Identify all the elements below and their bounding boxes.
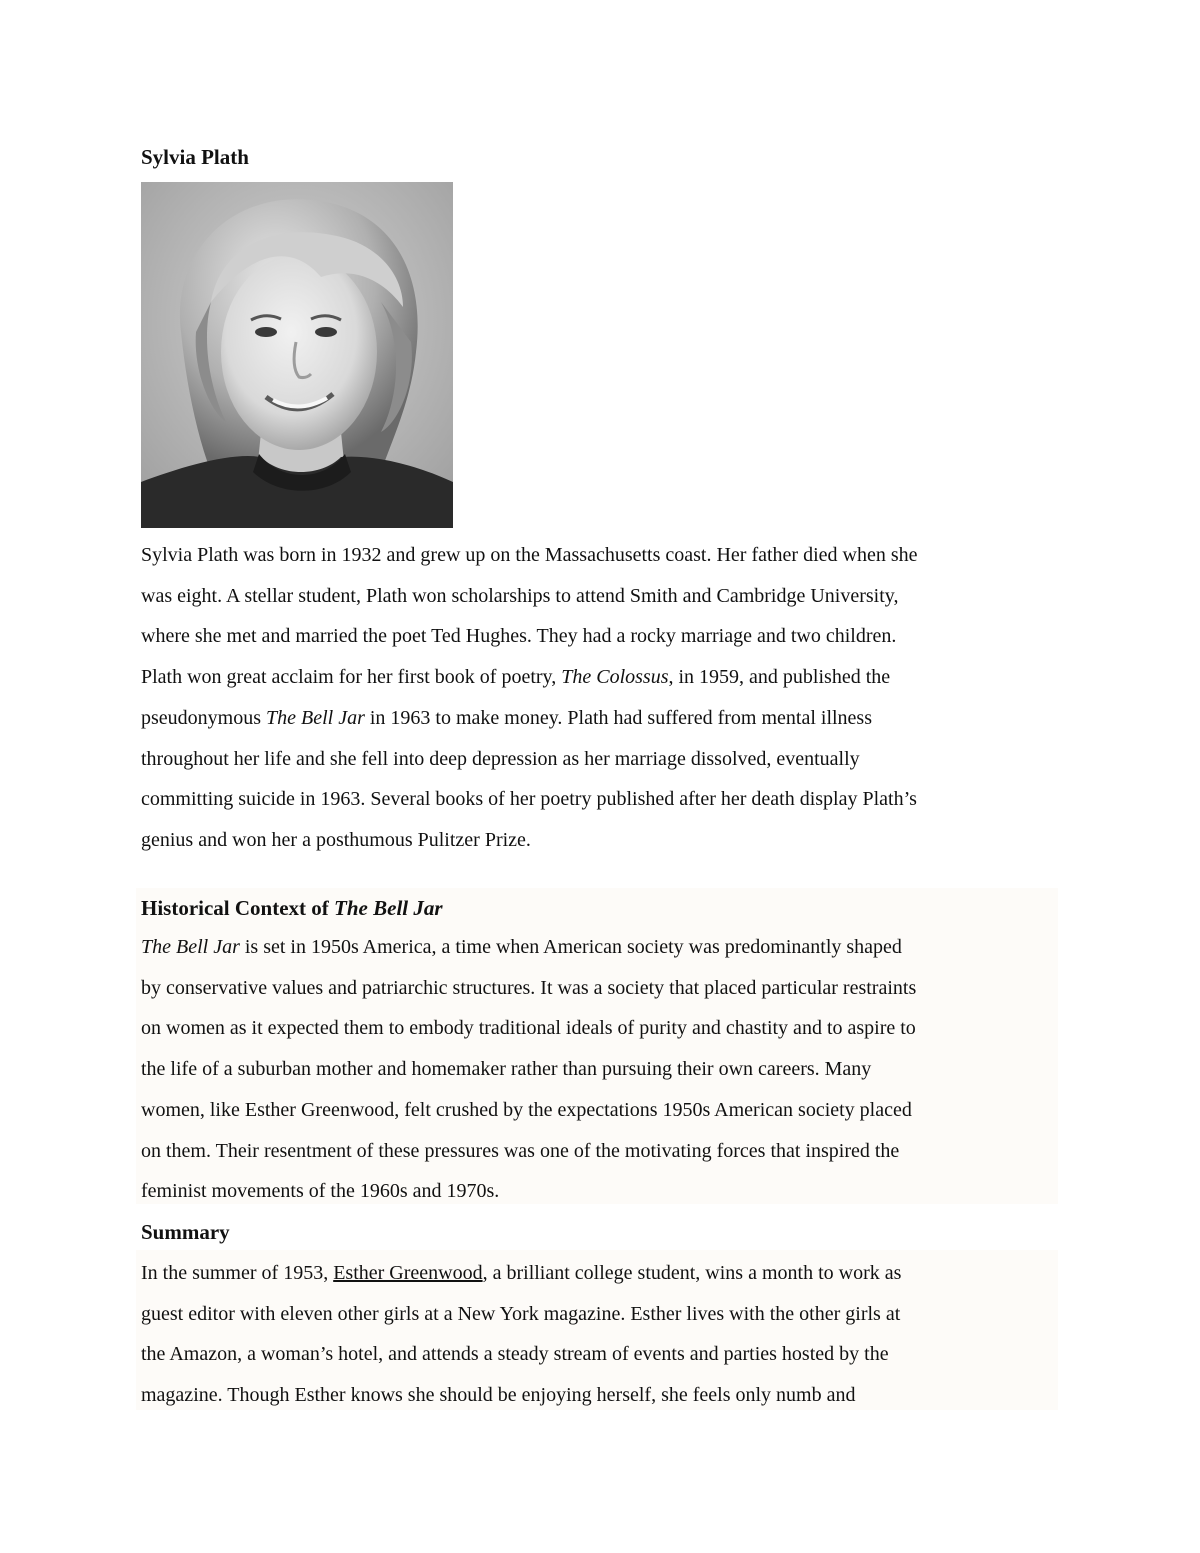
bio-line [141,657,1061,698]
context-text: is set in 1950s America, a time when American society was predominantly shaped [239,936,902,958]
summary-line: magazine. Though Esther knows she should be enjoying herself, she feels only numb and [141,1384,856,1407]
summary-line: guest editor with eleven other girls at a New York magazine. Esther lives with the other girls at [141,1302,901,1325]
bio-line: where she met and married the poet Ted Hughes. They had a rocky marriage and two children. [141,625,897,648]
summary-text: In the summer of 1953, [141,1262,334,1284]
context-heading [141,894,443,922]
bio-line [141,698,1061,739]
context-line: on them. Their resentment of these pressures was one of the motivating forces that inspired the [141,1139,900,1162]
summary-text: , a brilliant college student, wins a month to work as [482,1262,902,1284]
context-line: on women as it expected them to embody traditional ideals of purity and chastity and to aspire to [141,1017,916,1040]
book-title-bell-jar: The Bell Jar [141,936,240,958]
summary-heading: Summary [141,1220,230,1244]
portrait-image [141,182,453,528]
bio-text: pseudonymous [141,706,266,729]
context-paragraph [141,927,1061,1212]
esther-greenwood-link[interactable]: Esther Greenwood [333,1262,483,1284]
context-line: the life of a suburban mother and homemaker rather than pursuing their own careers. Many [141,1058,872,1081]
context-line: feminist movements of the 1960s and 1970s. [141,1180,500,1203]
page-title: Sylvia Plath [141,145,249,169]
portrait-photo [141,182,453,528]
summary-line [141,1253,1061,1294]
context-line: women, like Esther Greenwood, felt crushed by the expectations 1950s American society placed [141,1098,912,1121]
summary-paragraph [141,1253,1061,1416]
context-line [141,927,1061,968]
book-title-bell-jar: The Bell Jar [266,706,365,729]
context-heading-text: Historical Context of [141,896,335,920]
bio-line: throughout her life and she fell into deep depression as her marriage dissolved, eventually [141,747,860,770]
bio-text: , in 1959, and published the [668,666,891,689]
bio-paragraph [141,535,1061,861]
bio-line: Sylvia Plath was born in 1932 and grew up on the Massachusetts coast. Her father died when she [141,544,918,566]
bio-text: Plath won great acclaim for her first book of poetry, [141,666,562,689]
bio-line: genius and won her a posthumous Pulitzer Prize. [141,828,531,851]
summary-line: the Amazon, a woman’s hotel, and attends a steady stream of events and parties hosted by the [141,1343,889,1366]
bio-line: was eight. A stellar student, Plath won scholarships to attend Smith and Cambridge University, [141,584,899,607]
context-line: by conservative values and patriarchic structures. It was a society that placed particular restraints [141,976,917,999]
context-heading-book: The Bell Jar [334,896,443,920]
book-title-colossus: The Colossus [561,666,669,689]
bio-text: in 1963 to make money. Plath had suffered from mental illness [364,706,872,729]
bio-line: committing suicide in 1963. Several books of her poetry published after her death display Plath’s [141,788,917,811]
